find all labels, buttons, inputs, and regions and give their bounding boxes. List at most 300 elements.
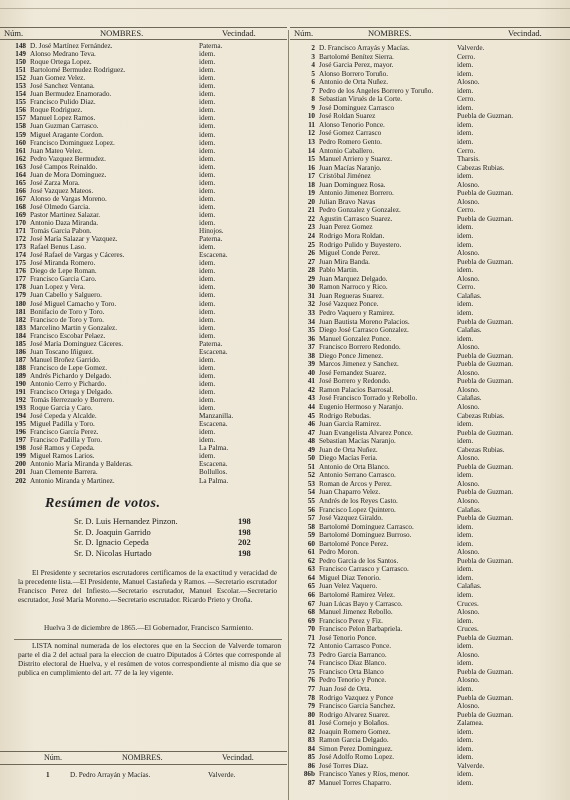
voter-number: 68 [307,608,315,617]
voter-vecindad: idem. [199,363,216,372]
voter-vecindad: idem. [199,243,216,252]
voter-number: 37 [307,343,315,352]
voter-name: Francisco de Toro y Toro. [30,315,104,324]
voter-vecindad: idem. [457,420,474,429]
voter-vecindad: idem. [457,129,474,138]
voter-vecindad: Tharsis. [457,155,480,164]
voter-row [290,471,570,480]
voter-name: Francisco Pelon Barbapriela. [319,625,403,634]
voter-vecindad: Cerro. [457,283,476,292]
voter-row [290,369,570,378]
voter-number: 69 [307,616,315,625]
voter-vecindad: Puebla de Guzman. [457,428,514,437]
voter-vecindad: Puebla de Guzman. [457,377,514,386]
voter-row [0,364,287,372]
voter-number: 12 [307,129,315,138]
voter-row [0,195,287,203]
voter-row [290,138,570,147]
voter-name: Juan de Mora Dominguez. [30,170,107,179]
header-num: Núm. [294,28,314,38]
voter-vecindad: Calañas. [457,394,482,403]
voter-vecindad: idem. [457,522,474,531]
voter-row [290,608,570,617]
voter-number: 54 [307,488,315,497]
voter-row [0,452,287,460]
voter-vecindad: idem. [199,170,216,179]
voter-vecindad: idem. [457,308,474,317]
vote-tally [0,548,287,559]
voter-name: Antonio de Orta Nuñez. [319,78,389,87]
voter-number: 163 [15,162,26,171]
voter-number: 191 [15,388,26,397]
voter-name: Francisco Orta Blanco [319,667,384,676]
voter-vecindad: idem. [457,591,474,599]
voter-row [290,600,570,609]
voter-number: 192 [15,396,26,405]
voter-row [290,651,570,660]
voter-name: Alonso Borrero Toruño. [319,69,389,78]
voter-number: 78 [307,693,315,702]
voter-name: Pedro de los Angeles Borrero y Toruño. [319,86,434,95]
voter-name: Bonifacio de Toro y Toro. [30,307,105,316]
voter-number: 72 [307,642,315,651]
voter-row [0,50,287,58]
voter-vecindad: idem. [199,436,216,445]
voter-row [0,171,287,179]
voter-row [290,736,570,745]
voter-number: 65 [307,582,315,591]
summary-title: Resúmen de votos. [45,496,161,511]
voter-number: 40 [307,368,315,377]
voter-vecindad: idem. [199,90,216,99]
voter-name: Juan Bermudez Enamorado. [30,90,112,99]
header-vecindad: Vecindad. [508,28,542,38]
voter-vecindad: Alosno. [457,385,480,394]
voter-vecindad: Alosno. [457,650,480,659]
voter-row [290,642,570,651]
voter-number: 61 [307,548,315,557]
voter-row [0,106,287,114]
voter-row [290,309,570,318]
voter-name: Juan Regueras Suarez. [319,291,384,300]
voter-vecindad: Escacena. [199,420,228,429]
voter-row [290,617,570,626]
voter-row [290,446,570,455]
voter-name: Agustin Carrasco Suarez. [319,214,393,223]
voter-vecindad: Zalamea. [457,719,484,728]
voter-name: Manuel Lopez Ramos. [30,114,96,123]
voter-row [290,155,570,164]
voter-vecindad: Cruces. [457,599,479,608]
voter-number: 32 [307,300,315,309]
voter-number: 8 [311,95,315,104]
voter-row [290,335,570,344]
voter-vecindad: idem. [457,103,474,112]
left-voter-list [0,42,287,485]
voter-row [0,340,287,348]
voter-name: Juan Bautista Moreno Palacios. [319,317,410,326]
voter-name: Francisco Garcia Caro. [30,275,97,284]
voter-vecindad: Alosno. [457,548,480,557]
voter-number: 193 [15,404,26,413]
voter-number: 17 [307,172,315,181]
voter-row [290,702,570,711]
voter-number: 185 [15,339,26,348]
listing-paragraph: LISTA nominal numerada de los electores que en la Seccion de Valverde tomaron parte el dia 2 del actual para la eleccion de cuatro Diputados á Córtes que corresponde al Distrito electoral de Huelva, y el resúmen de votos correspondiente al mismo dia que se publica en cumplimiento del art. 77 de la ley vigente. [18,641,281,677]
voter-name: Juan Mateo Velez. [30,146,83,155]
voter-name: Ramon Narroco y Rico. [319,283,388,292]
voter-row [0,308,287,316]
voter-number: 23 [307,223,315,232]
voter-number: 13 [307,138,315,147]
voter-name: Roque Rodriguez. [30,106,83,115]
voter-row [0,316,287,324]
bottom-header-vecindad: Vecindad. [222,753,254,762]
voter-vecindad: idem. [457,736,474,745]
voter-row [290,762,570,771]
voter-row [290,129,570,138]
left-column-header [0,27,287,40]
column-divider [288,30,289,800]
voter-row [290,685,570,694]
voter-name: Juan Gomez Velez. [30,74,86,83]
voter-name: Antonio Daza Miranda. [30,219,99,228]
closing-line: Huelva 3 de diciembre de 1865.—El Gobernador, Francisco Sarmiento. [44,623,254,632]
header-names: NOMBRES. [100,28,144,38]
voter-number: 83 [307,736,315,745]
voter-name: Francisco Escobar Pelaez. [30,331,106,340]
voter-number: 36 [307,334,315,343]
voter-vecindad: Alosno. [457,676,480,685]
voter-vecindad: Escacena. [199,251,228,260]
voter-row [290,292,570,301]
voter-name: Eugenio Hermoso y Naranjo. [319,402,404,411]
bottom-row-loc: Valverde. [208,771,236,779]
voter-number: 20 [307,197,315,206]
voter-name: Sebastian Virués de la Corte. [319,95,403,104]
voter-name: Juan Garcia Ramirez. [319,420,382,429]
voter-vecindad: idem. [199,122,216,131]
voter-number: 168 [15,202,26,211]
voter-number: 188 [15,363,26,372]
voter-number: 53 [307,479,315,488]
voter-name: Roque Ortega Lopez. [30,58,92,67]
voter-vecindad: Alosno. [457,454,480,463]
voter-number: 49 [307,445,315,454]
voter-number: 33 [307,308,315,317]
voter-number: 166 [15,186,26,195]
voter-name: Francisco Pulido Diaz. [30,98,96,107]
voter-number: 7 [311,86,315,95]
voter-number: 156 [15,106,26,115]
voter-number: 34 [307,317,315,326]
voter-name: Antonio Jimenez Borrero. [319,189,394,198]
voter-vecindad: idem. [199,58,216,67]
voter-number: 38 [307,351,315,360]
voter-row [290,557,570,566]
voter-name: Pedro Tenorio y Ponce. [319,676,387,685]
voter-name: José Roldan Suarez [319,112,376,121]
voter-vecindad: idem. [457,753,474,762]
voter-row [290,249,570,258]
voter-row [0,227,287,235]
voter-row [290,625,570,634]
voter-vecindad: Puebla de Guzman. [457,112,514,121]
candidate-votes: 198 [238,516,251,526]
voter-number: 57 [307,514,315,523]
voter-row [290,61,570,70]
voter-vecindad: idem. [457,138,474,147]
voter-vecindad: idem. [199,379,216,388]
voter-number: 11 [308,120,315,129]
voter-number: 150 [15,58,26,67]
voter-row [290,719,570,728]
voter-name: Juan Macías Naranjo. [319,163,382,172]
voter-name: Tomás Garcia Pabon. [30,227,92,236]
voter-number: 179 [15,291,26,300]
voter-name: Rodrigo Mora Roldan. [319,232,385,241]
voter-number: 59 [307,531,315,540]
voter-number: 26 [307,249,315,258]
voter-vecindad: Bollullos. [199,468,228,477]
voter-number: 160 [15,138,26,147]
voter-row [290,591,570,600]
voter-number: 35 [307,326,315,335]
voter-name: Rodrigo Alvarez Suarez. [319,710,390,719]
voter-vecindad: idem. [199,74,216,83]
voter-name: Andrés de los Reyes Casto. [319,496,398,505]
voter-vecindad: idem. [457,539,474,548]
voter-vecindad: idem. [457,120,474,129]
voter-row [0,235,287,243]
bottom-row-name: D. Pedro Arrayán y Macías. [70,771,151,779]
voter-vecindad: idem. [199,404,216,413]
voter-row [290,223,570,232]
voter-row [290,53,570,62]
voter-number: 79 [307,702,315,711]
voter-vecindad: Alosno. [457,608,480,617]
voter-vecindad: Alosno. [457,249,480,258]
voter-name: Francisco Perez y Fiz. [319,616,383,625]
voter-vecindad: Alosno. [457,274,480,283]
voter-name: Ramon Palacios Barrosal. [319,385,394,394]
voter-row [290,770,570,779]
voter-number: 66 [307,591,315,599]
voter-vecindad: idem. [199,331,216,340]
voter-vecindad: idem. [199,291,216,300]
voter-number: 50 [307,454,315,463]
voter-number: 182 [15,315,26,324]
voter-row [290,540,570,549]
voter-number: 28 [307,266,315,275]
voter-row [290,386,570,395]
voter-vecindad: Paterna. [199,339,223,348]
voter-vecindad: Alosno. [457,479,480,488]
right-voter-list [290,44,570,788]
voter-number: 165 [15,178,26,187]
voter-name: Francisco Diaz Blanco. [319,659,387,668]
voter-row [290,574,570,583]
voter-vecindad: idem. [457,172,474,181]
voter-vecindad: Calañas. [457,326,482,335]
voter-name: Marcelino Martin y Gonzalez. [30,323,118,332]
voter-vecindad: Cabezas Rubias. [457,445,505,454]
voter-number: 87 [307,779,315,788]
voter-name: Francisco Yanes y Ríos, menor. [319,770,410,779]
voter-name: José María Salazar y Vazquez. [30,235,118,244]
voter-vecindad: Valverde. [457,44,485,52]
voter-row [290,283,570,292]
voter-number: 162 [15,154,26,163]
voter-number: 177 [15,275,26,284]
voter-row [290,531,570,540]
voter-name: Juan Cabello y Salguero. [30,291,102,300]
voter-number: 190 [15,379,26,388]
bottom-voter-row [0,770,287,780]
voter-vecindad: Puebla de Guzman. [457,317,514,326]
voter-row [290,95,570,104]
voter-number: 174 [15,251,26,260]
voter-name: Rodrigo Rebudas. [319,411,371,420]
voter-row [290,394,570,403]
voter-vecindad: idem. [457,770,474,779]
voter-number: 173 [15,243,26,252]
voter-vecindad: Puebla de Guzman. [457,488,514,497]
voter-number: 194 [15,412,26,421]
voter-row [290,377,570,386]
voter-row [290,711,570,720]
voter-row [290,104,570,113]
voter-name: Juan Perez Gomez [319,223,373,232]
voter-row [290,318,570,327]
voter-name: Miguel Ramos Larios. [30,452,95,461]
voter-vecindad: idem. [199,162,216,171]
voter-vecindad: idem. [199,106,216,115]
voter-name: Manuel Arriero y Suarez. [319,155,393,164]
voter-number: 169 [15,210,26,219]
voter-row [0,428,287,436]
voter-vecindad: idem. [199,202,216,211]
voter-number: 10 [307,112,315,121]
voter-number: 24 [307,232,315,241]
voter-vecindad: Alosno. [457,197,480,206]
voter-name: Simon Perez Dominguez. [319,744,393,753]
voter-row [0,163,287,171]
voter-number: 199 [15,452,26,461]
voter-name: Cristóbal Jiménez [319,172,371,181]
voter-number: 9 [311,103,315,112]
voter-number: 158 [15,122,26,131]
voter-number: 6 [311,78,315,87]
voter-vecindad: idem. [199,307,216,316]
voter-row [290,634,570,643]
voter-row [0,251,287,259]
voter-row [0,356,287,364]
voter-vecindad: Alosno. [457,402,480,411]
voter-number: 184 [15,331,26,340]
voter-number: 159 [15,130,26,139]
voter-number: 200 [15,460,26,469]
voter-name: Juan Dominguez Rosa. [319,180,386,189]
voter-vecindad: Puebla de Guzman. [457,214,514,223]
voter-vecindad: idem. [457,779,474,788]
voter-name: Ramon Garcia Delgado. [319,736,389,745]
voter-row [290,463,570,472]
voter-number: 154 [15,90,26,99]
voter-row [290,112,570,121]
voter-row [290,454,570,463]
voter-number: 43 [307,394,315,403]
voter-row [0,122,287,130]
voter-vecindad: La Palma. [199,444,229,453]
voter-row [290,121,570,130]
voter-row [290,352,570,361]
voter-vecindad: idem. [199,355,216,364]
voter-name: Juan Velez Vaquero. [319,582,378,591]
voter-row [290,164,570,173]
voter-row [290,753,570,762]
voter-name: José Garcia Perez, mayor. [319,61,394,70]
voter-vecindad: Alosno. [457,78,480,87]
voter-number: 196 [15,428,26,437]
voter-vecindad: idem. [199,323,216,332]
voter-name: Julian Bravo Navas [319,197,376,206]
voter-number: 155 [15,98,26,107]
voter-number: 86 [307,761,315,770]
candidate-name: Sr. D. Nicolas Hurtado [74,547,152,558]
voter-number: 71 [307,633,315,642]
voter-vecindad: idem. [199,452,216,461]
voter-vecindad: idem. [457,437,474,446]
voter-row [0,98,287,106]
voter-number: 5 [311,69,315,78]
voter-name: Pastor Martinez Salazar. [30,210,101,219]
voter-name: D. José Martínez Fernández. [30,42,113,50]
voter-name: Juan de Orta Nuñez. [319,445,378,454]
voter-number: 195 [15,420,26,429]
voter-row [290,694,570,703]
voter-row [0,404,287,412]
voter-row [0,211,287,219]
voter-vecindad: idem. [457,565,474,574]
voter-vecindad: Cabezas Rubias. [457,411,505,420]
voter-vecindad: idem. [457,69,474,78]
voter-name: Roman de Arcos y Perez. [319,479,392,488]
voter-number: 74 [307,659,315,668]
voter-number: 42 [307,385,315,394]
voter-name: Alonso de Vargas Moreno. [30,194,107,203]
voter-number: 76 [307,676,315,685]
voter-vecindad: idem. [199,98,216,107]
voter-number: 44 [307,402,315,411]
voter-row [0,203,287,211]
voter-row [0,187,287,195]
voter-number: 14 [307,146,315,155]
voter-name: Antonio de Orta Blanco. [319,462,390,471]
voter-number: 19 [307,189,315,198]
voter-vecindad: idem. [457,659,474,668]
voter-vecindad: Puebla de Guzman. [457,514,514,523]
voter-number: 70 [307,625,315,634]
voter-row [0,90,287,98]
voter-row [290,241,570,250]
voter-number: 16 [307,163,315,172]
voter-name: José Vazquez Mateos. [30,186,94,195]
voter-row [290,275,570,284]
voter-name: Antonio María Miranda y Balderas. [30,460,133,469]
voter-name: José Borrero y Redondo. [319,377,391,386]
voter-name: José Miranda Romero. [30,259,96,268]
